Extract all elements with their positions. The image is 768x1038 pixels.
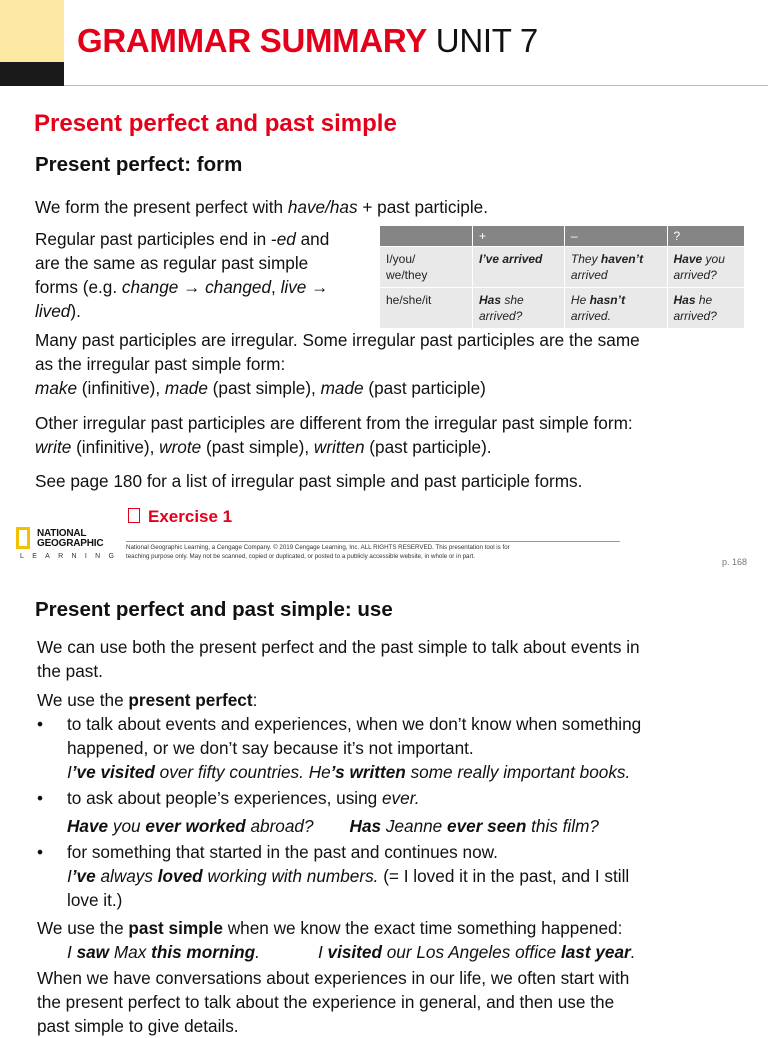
grammar-slide-2: Present perfect and past simple: use We can use both the present perfect and the past simple to talk about events in the past. We use the present perfect: • to talk about events and experiences, when we don’t know when something happened, or we don’t say because it’s not important. I’ve visited over fifty countries. He’s written some really important books. • to ask about people’s experiences, using ever. Have you ever worked abroad? Has Jeanne ever seen this film? • for something that started in the past and continues now. I’ve always loved working with numbers. (= I loved it in the past, and I still love it.) We use the past simple when we know the exact time something happened: I saw Max this morning. I visited our Los Angeles office last year. When we have conversations about experiences in our life, we often start with the present perfect to talk about the experience in general, and then use the past simple to give details. [0, 580, 768, 1024]
exercise-link[interactable] [128, 507, 232, 527]
bullet-icon: • [37, 788, 44, 808]
form-rule-paragraph: We form the present perfect with have/has + past participle. [35, 197, 489, 217]
exercise-label: Exercise 1 [148, 507, 233, 526]
table-header-empty [380, 226, 473, 247]
table-header-positive: + [473, 226, 565, 247]
exercise-icon [128, 508, 140, 523]
header-decoration-yellow [0, 0, 64, 62]
logo-line-learning: LEARNING [20, 553, 123, 560]
conversation-paragraph: When we have conversations about experiences in our life, we often start with the present perfect to talk about the experience in general, and then use the past simple to give details. [37, 968, 630, 1036]
title-unit: UNIT 7 [435, 22, 538, 59]
table-cell-pronoun: he/she/it [380, 288, 473, 329]
bullet-icon: • [37, 714, 44, 734]
copyright-rule [126, 541, 620, 542]
regular-participles-paragraph: Regular past participles end in -ed and are the same as regular past simple forms (e.g. change → changed, live → lived). [35, 229, 330, 321]
logo-line-geographic: GEOGRAPHIC [37, 538, 104, 549]
logo-line-national: NATIONAL [37, 528, 87, 539]
present-perfect-form-table [380, 226, 745, 328]
table-header-row [380, 226, 745, 247]
irregular-participles-paragraph: Many past participles are irregular. Some irregular past participles are the same as the irregular past simple form: make (infinitive), made (past simple), made (past participle) [35, 330, 640, 398]
page-number: p. 168 [722, 557, 748, 567]
title-grammar-summary: GRAMMAR SUMMARY [77, 22, 427, 59]
past-simple-use-paragraph: We use the past simple when we know the exact time something happened: I saw Max this morning. I visited our Los Angeles office last year. [37, 918, 636, 962]
different-participles-paragraph: Other irregular past participles are different from the irregular past simple form: write (infinitive), wrote (past simple), written (past participle). [35, 413, 633, 457]
national-geographic-logo [16, 527, 123, 563]
table-cell-pronoun: I/you/ we/they [380, 247, 473, 288]
section-subtitle: Present perfect and past simple: use [35, 598, 393, 621]
table-cell-question: Have you arrived? [667, 247, 745, 288]
table-cell-positive: Has she arrived? [473, 288, 565, 329]
table-cell-question: Has he arrived? [667, 288, 745, 329]
section-title: Present perfect and past simple [34, 110, 397, 137]
see-page-note: See page 180 for a list of irregular past simple and past participle forms. [35, 471, 583, 491]
use-intro-paragraph: We can use both the present perfect and the past simple to talk about events in the past. [37, 637, 640, 681]
table-header-negative: – [564, 226, 667, 247]
table-cell-negative: They haven’t arrived [564, 247, 667, 288]
page-title [77, 22, 538, 60]
copyright-notice: National Geographic Learning, a Cengage Company. © 2019 Cengage Learning, Inc. ALL RIGHTS RESERVED. This presentation tool is for teaching purpose only. May not be scanned, copied or duplicated, or posted to a publicly accessible website, in whole or in part. [126, 544, 510, 560]
table-cell-negative: He hasn’t arrived. [564, 288, 667, 329]
table-row [380, 288, 745, 329]
header-rule [64, 85, 768, 86]
section-subtitle: Present perfect: form [35, 153, 243, 176]
bullet-icon: • [37, 842, 44, 862]
table-header-question: ? [667, 226, 745, 247]
yellow-frame-icon [16, 527, 30, 549]
table-row [380, 247, 745, 288]
present-perfect-use-intro: We use the present perfect: [37, 690, 258, 710]
header-decoration-black [0, 62, 64, 86]
table-cell-positive: I’ve arrived [473, 247, 565, 288]
